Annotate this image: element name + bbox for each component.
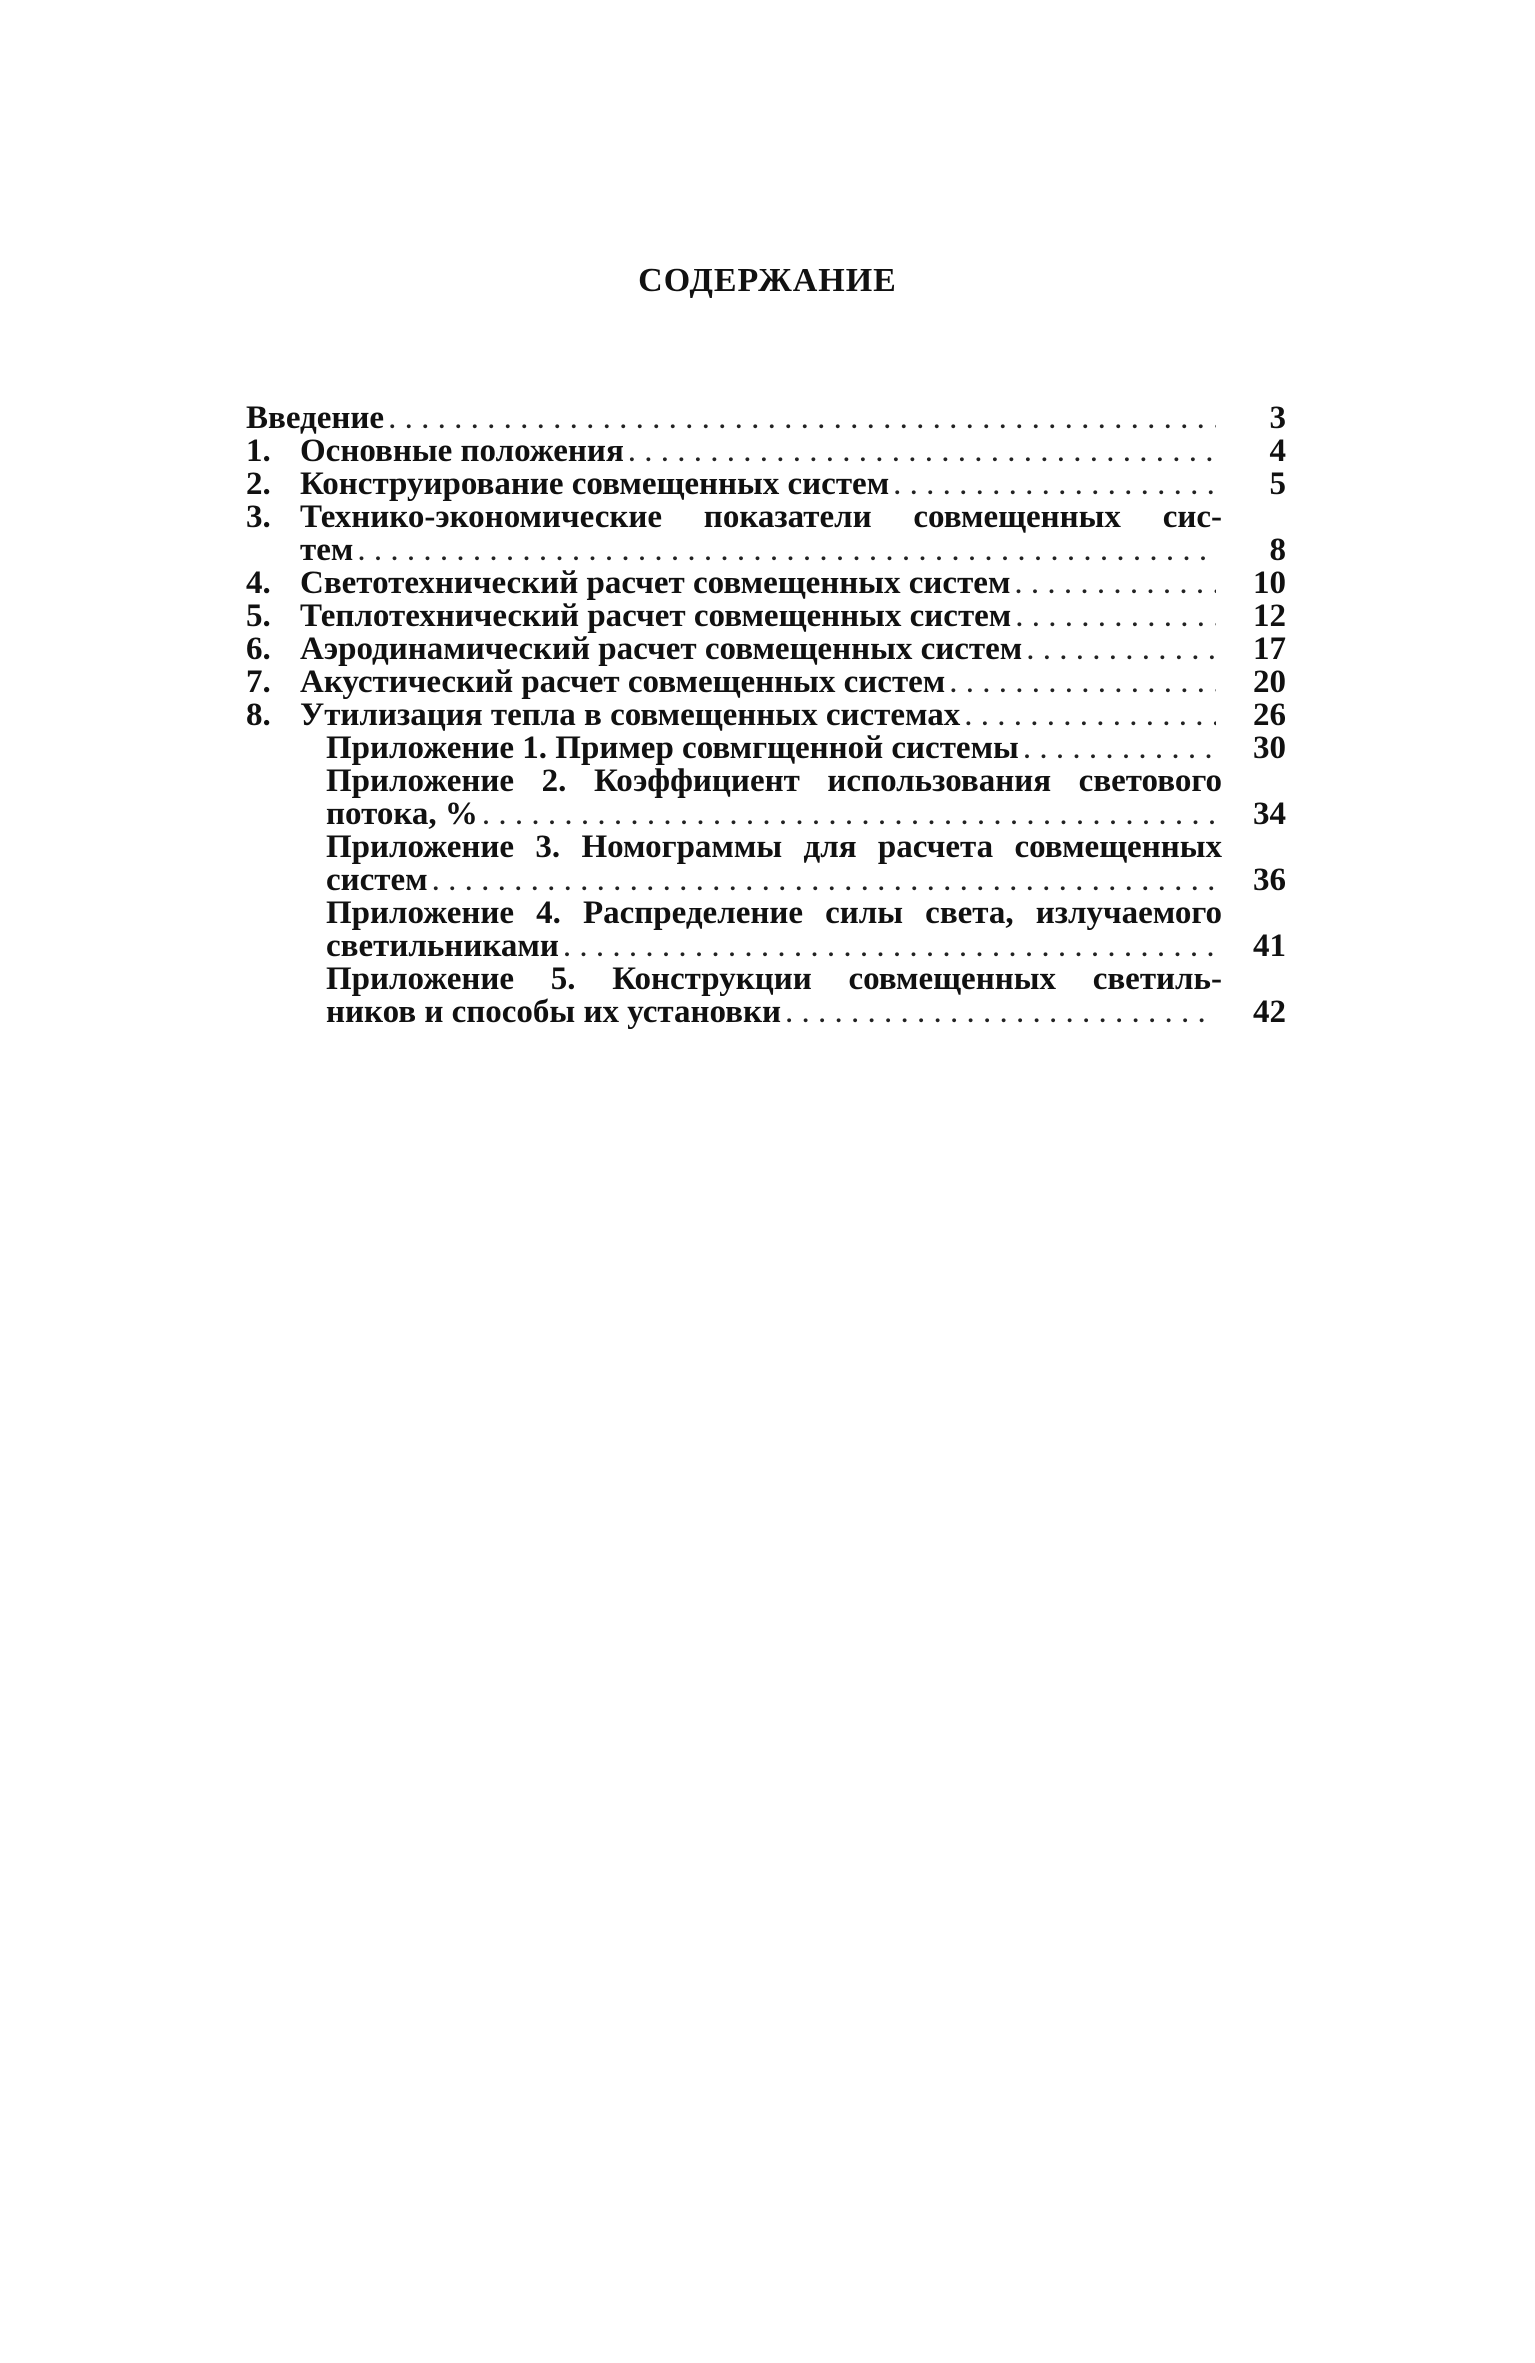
toc-entry-text: Теплотехнический расчет совмещенных систем — [300, 598, 1012, 634]
toc-entry-number: 2. — [246, 466, 271, 502]
toc-entry-line — [246, 798, 1286, 831]
toc-page-number: 4 — [1269, 433, 1286, 469]
toc-entry-line — [246, 435, 1286, 468]
toc-page-number: 12 — [1253, 598, 1286, 634]
toc-entry-text: светильниками — [326, 928, 559, 964]
toc-entry — [246, 732, 1286, 765]
toc-entry-line — [246, 600, 1286, 633]
dot-leader — [785, 996, 1216, 1029]
toc-entry-number: 4. — [246, 565, 271, 601]
dot-leader — [1015, 600, 1216, 633]
toc-entry-text: Технико-экономические показатели совмещенных сис- — [300, 499, 1222, 535]
dot-leader — [1026, 633, 1216, 666]
toc-entry — [246, 897, 1286, 963]
toc-page-number: 36 — [1253, 862, 1286, 898]
toc-page-number: 42 — [1253, 994, 1286, 1030]
toc-page-number: 41 — [1253, 928, 1286, 964]
toc-entry-text: тем — [300, 532, 354, 568]
toc-entry-line — [246, 732, 1286, 765]
toc-entry-line — [246, 699, 1286, 732]
dot-leader — [482, 798, 1216, 831]
toc-page-number: 3 — [1269, 400, 1286, 436]
toc-entry-line — [246, 897, 1286, 930]
toc-entry-number: 8. — [246, 697, 271, 733]
toc-entry — [246, 567, 1286, 600]
dot-leader — [357, 534, 1216, 567]
toc-page-number: 34 — [1253, 796, 1286, 832]
toc-entry — [246, 699, 1286, 732]
toc-entry — [246, 633, 1286, 666]
dot-leader — [628, 435, 1216, 468]
toc-page-number: 17 — [1253, 631, 1286, 667]
toc-entry-text: Аэродинамический расчет совмещенных систем — [300, 631, 1023, 667]
toc-page-number: 10 — [1253, 565, 1286, 601]
toc-entry-line — [246, 963, 1286, 996]
toc-entry-line — [246, 864, 1286, 897]
toc-entry-text: Приложение 2. Коэффициент использования светового — [326, 763, 1222, 799]
dot-leader — [964, 699, 1216, 732]
dot-leader — [1014, 567, 1216, 600]
toc-entry — [246, 468, 1286, 501]
toc-entry-text: систем — [326, 862, 428, 898]
toc-entry-text: потока, % — [326, 796, 478, 832]
table-of-contents — [246, 402, 1286, 1029]
toc-entry — [246, 600, 1286, 633]
toc-page-number: 26 — [1253, 697, 1286, 733]
dot-leader — [563, 930, 1216, 963]
toc-entry-line — [246, 765, 1286, 798]
toc-entry-text: Светотехнический расчет совмещенных систем — [300, 565, 1011, 601]
toc-entry — [246, 963, 1286, 1029]
dot-leader — [893, 468, 1216, 501]
toc-entry-line — [246, 402, 1286, 435]
toc-entry-line — [246, 468, 1286, 501]
toc-entry-text: Приложение 3. Номограммы для расчета совмещенных — [326, 829, 1222, 865]
page-title: СОДЕРЖАНИЕ — [638, 262, 897, 299]
toc-entry-line — [246, 501, 1286, 534]
toc-page-number: 20 — [1253, 664, 1286, 700]
toc-entry-number: 5. — [246, 598, 271, 634]
toc-entry-line — [246, 567, 1286, 600]
toc-entry-text: Введение — [246, 400, 385, 436]
toc-entry-line — [246, 831, 1286, 864]
toc-entry-text: Приложение 5. Конструкции совмещенных светиль- — [326, 961, 1222, 997]
toc-entry — [246, 666, 1286, 699]
toc-entry — [246, 831, 1286, 897]
toc-entry — [246, 501, 1286, 567]
toc-entry-number: 6. — [246, 631, 271, 667]
toc-entry-line — [246, 633, 1286, 666]
toc-entry-line — [246, 930, 1286, 963]
toc-page-number: 30 — [1253, 730, 1286, 766]
toc-entry-line — [246, 996, 1286, 1029]
toc-entry-line — [246, 534, 1286, 567]
toc-entry-number: 3. — [246, 499, 271, 535]
toc-entry-line — [246, 666, 1286, 699]
toc-entry-text: Основные положения — [300, 433, 624, 469]
toc-entry-text: Утилизация тепла в совмещенных системах — [300, 697, 961, 733]
toc-page-number: 8 — [1269, 532, 1286, 568]
dot-leader — [1023, 732, 1216, 765]
dot-leader — [388, 402, 1216, 435]
dot-leader — [432, 864, 1216, 897]
toc-entry — [246, 435, 1286, 468]
toc-entry — [246, 765, 1286, 831]
toc-page-number: 5 — [1269, 466, 1286, 502]
toc-entry — [246, 402, 1286, 435]
toc-entry-text: Акустический расчет совмещенных систем — [300, 664, 946, 700]
toc-entry-number: 1. — [246, 433, 271, 469]
dot-leader — [949, 666, 1216, 699]
toc-entry-number: 7. — [246, 664, 271, 700]
toc-entry-text: ников и способы их установки — [326, 994, 781, 1030]
toc-entry-text: Приложение 4. Распределение силы света, излучаемого — [326, 895, 1222, 931]
toc-entry-text: Конструирование совмещенных систем — [300, 466, 890, 502]
toc-entry-text: Приложение 1. Пример совмгщенной системы — [326, 730, 1019, 766]
